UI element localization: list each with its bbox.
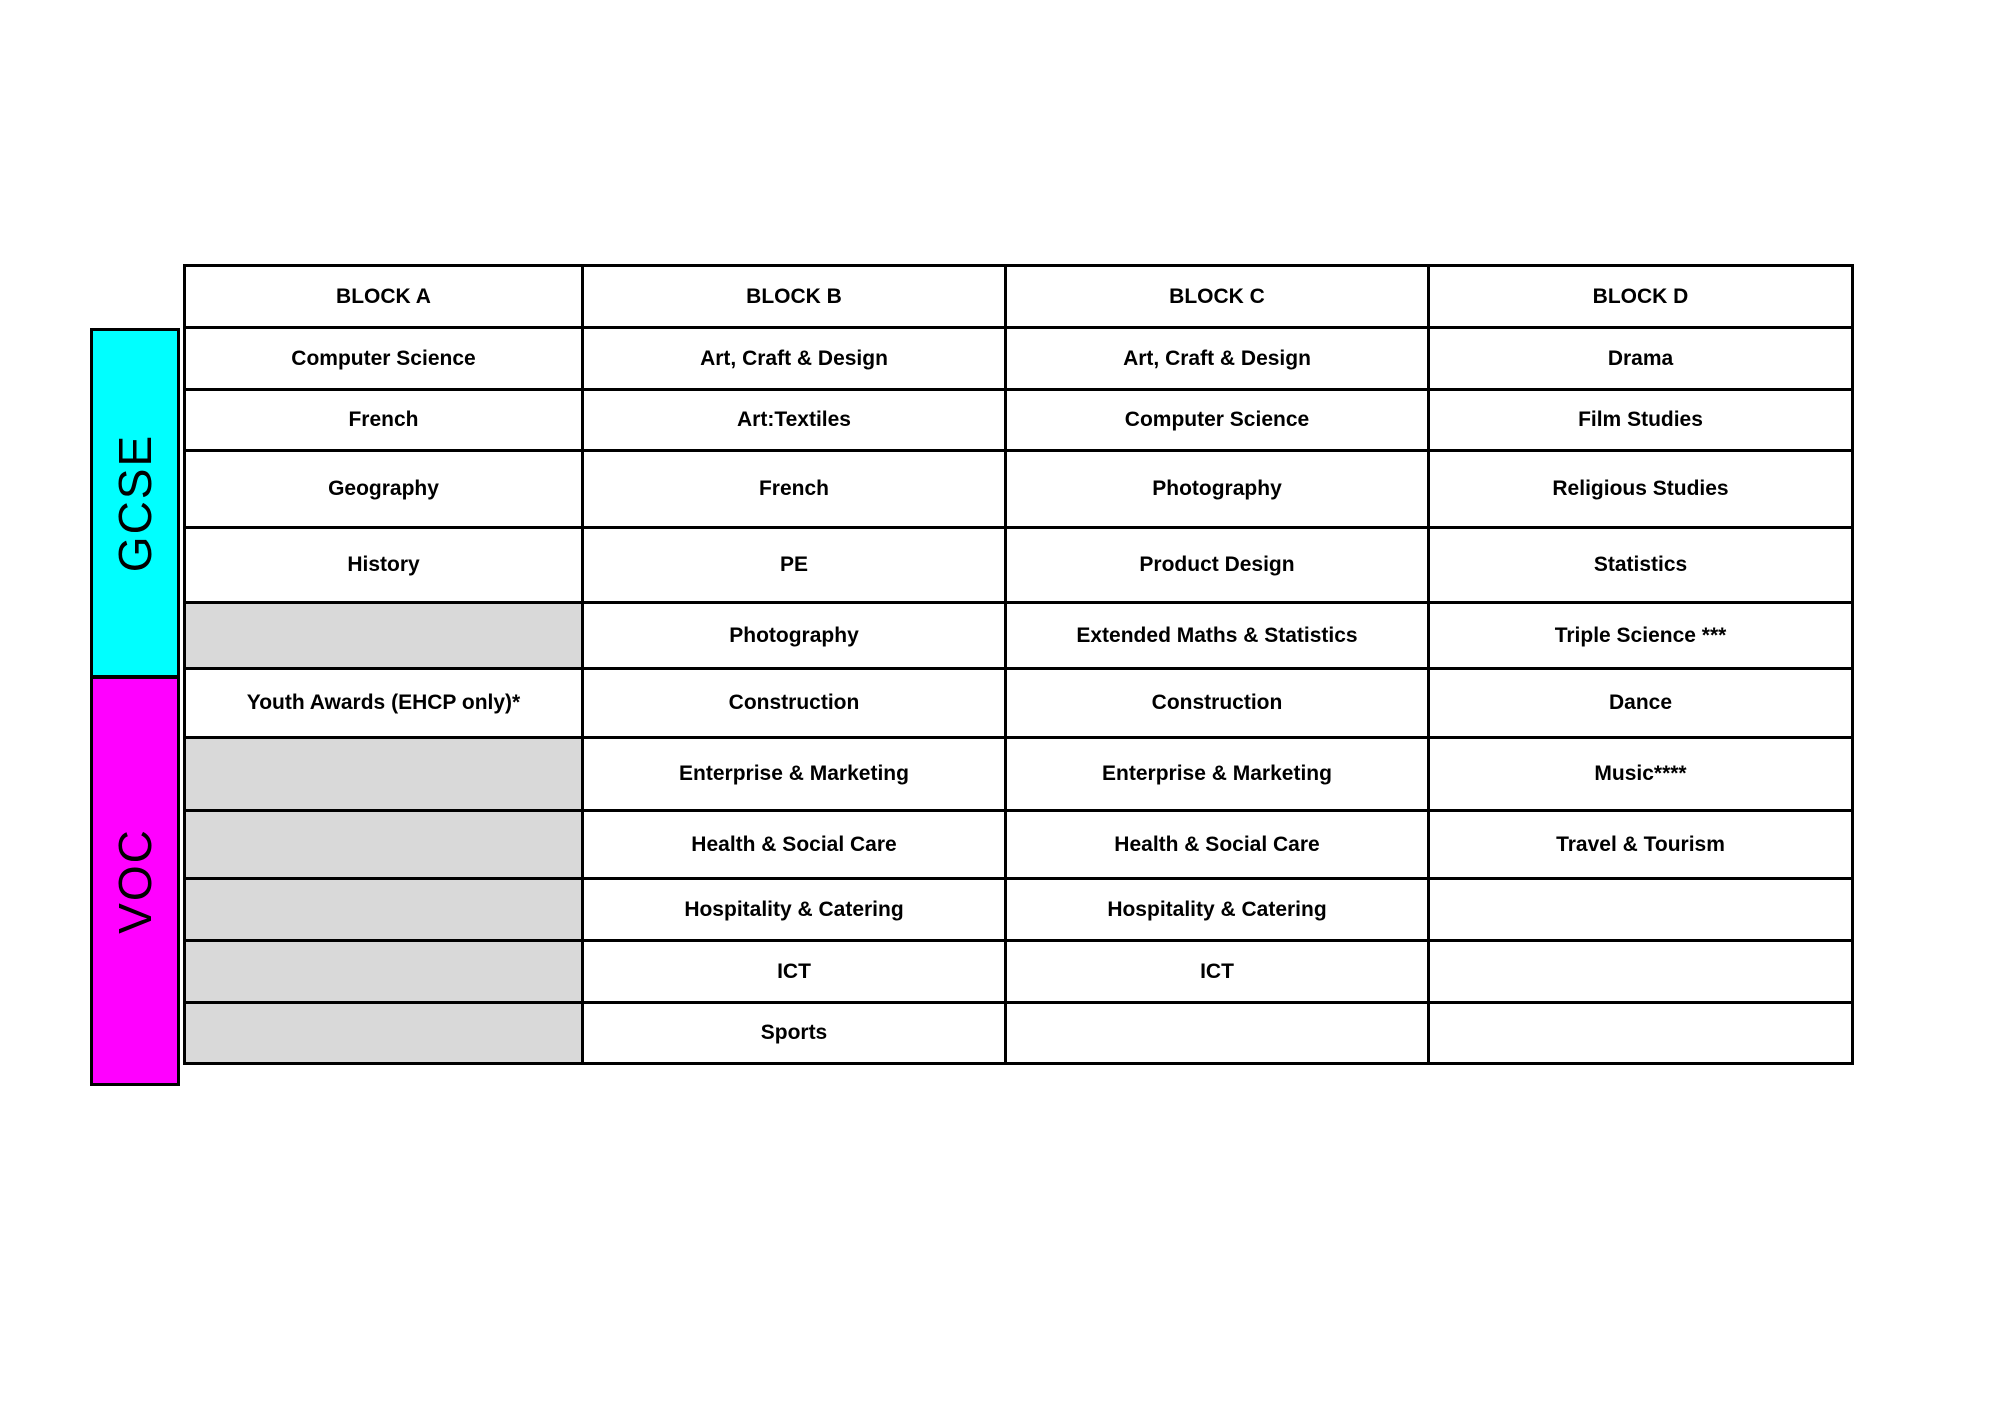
empty-cell xyxy=(185,603,583,669)
table-cell: Computer Science xyxy=(185,328,583,390)
header-block-a: BLOCK A xyxy=(185,266,583,328)
table-cell: Music**** xyxy=(1429,738,1853,811)
table-cell: Extended Maths & Statistics xyxy=(1006,603,1429,669)
header-block-c: BLOCK C xyxy=(1006,266,1429,328)
empty-cell xyxy=(185,1003,583,1064)
table-cell: Product Design xyxy=(1006,528,1429,603)
table-row xyxy=(185,328,1853,390)
table-cell: Art, Craft & Design xyxy=(583,328,1006,390)
table-cell: Photography xyxy=(583,603,1006,669)
table-cell xyxy=(1429,879,1853,941)
header-block-b: BLOCK B xyxy=(583,266,1006,328)
empty-cell xyxy=(185,941,583,1003)
table-cell: Sports xyxy=(583,1003,1006,1064)
table-row xyxy=(185,603,1853,669)
table-cell: ICT xyxy=(583,941,1006,1003)
table-row xyxy=(185,738,1853,811)
table-cell: Youth Awards (EHCP only)* xyxy=(185,669,583,738)
table-cell: French xyxy=(185,390,583,451)
table-cell: Religious Studies xyxy=(1429,451,1853,528)
table-cell: Health & Social Care xyxy=(1006,811,1429,879)
table-cell: Art, Craft & Design xyxy=(1006,328,1429,390)
table-cell: French xyxy=(583,451,1006,528)
empty-cell xyxy=(185,738,583,811)
table-cell xyxy=(1429,941,1853,1003)
table-cell: Construction xyxy=(1006,669,1429,738)
table-cell: PE xyxy=(583,528,1006,603)
table-cell: Drama xyxy=(1429,328,1853,390)
table-cell: Enterprise & Marketing xyxy=(583,738,1006,811)
table-cell: Statistics xyxy=(1429,528,1853,603)
table-cell: Enterprise & Marketing xyxy=(1006,738,1429,811)
options-blocks-table xyxy=(183,264,1854,1065)
empty-cell xyxy=(185,811,583,879)
table-cell: Triple Science *** xyxy=(1429,603,1853,669)
table-row xyxy=(185,1003,1853,1064)
table-cell xyxy=(1429,1003,1853,1064)
table-row xyxy=(185,669,1853,738)
table-row xyxy=(185,941,1853,1003)
gcse-label-text: GCSE xyxy=(109,433,161,573)
voc-label-text: VOC xyxy=(109,828,161,934)
table-cell: Construction xyxy=(583,669,1006,738)
table-cell: Film Studies xyxy=(1429,390,1853,451)
header-row xyxy=(185,266,1853,328)
table-cell: Art:Textiles xyxy=(583,390,1006,451)
table-cell: Travel & Tourism xyxy=(1429,811,1853,879)
table-row xyxy=(185,811,1853,879)
voc-group-label xyxy=(90,676,180,1086)
table-cell: ICT xyxy=(1006,941,1429,1003)
empty-cell xyxy=(185,879,583,941)
table-row xyxy=(185,879,1853,941)
table-cell: Photography xyxy=(1006,451,1429,528)
header-block-d: BLOCK D xyxy=(1429,266,1853,328)
table-row xyxy=(185,390,1853,451)
table-cell: Geography xyxy=(185,451,583,528)
table-cell: History xyxy=(185,528,583,603)
gcse-group-label xyxy=(90,328,180,678)
table-cell: Computer Science xyxy=(1006,390,1429,451)
table-cell: Health & Social Care xyxy=(583,811,1006,879)
table-row xyxy=(185,451,1853,528)
table-cell: Hospitality & Catering xyxy=(583,879,1006,941)
table-cell xyxy=(1006,1003,1429,1064)
table-cell: Hospitality & Catering xyxy=(1006,879,1429,941)
table-cell: Dance xyxy=(1429,669,1853,738)
table-row xyxy=(185,528,1853,603)
